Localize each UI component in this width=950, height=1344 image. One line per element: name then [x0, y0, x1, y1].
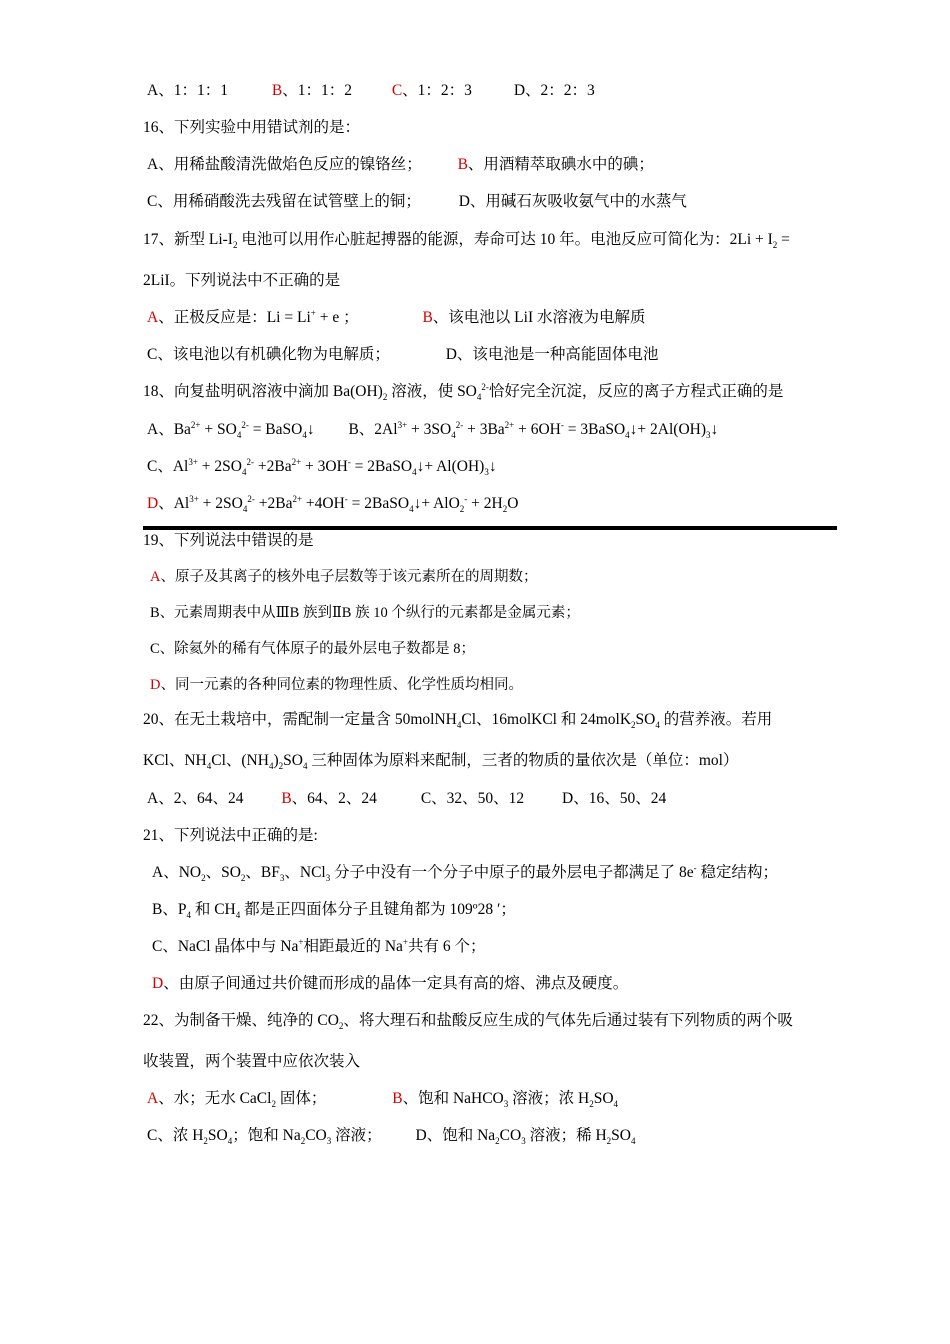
q19-option-a: A、原子及其离子的核外电子层数等于该元素所在的周期数；	[150, 569, 538, 585]
q16-options-row2	[147, 192, 687, 212]
q16-options-row1	[147, 155, 654, 175]
q15-option-b: B、1：1：2	[271, 82, 352, 99]
q18-options-row1	[147, 420, 718, 440]
q17-option-c: C、该电池以有机碘化物为电解质；	[147, 346, 390, 363]
section-divider	[143, 526, 837, 530]
q16-option-d: D、用碱石灰吸收氨气中的水蒸气	[458, 193, 687, 210]
q21-option-c: C、NaCl 晶体中与 Na+相距最近的 Na+共有 6 个；	[152, 936, 486, 955]
q20-option-d: D、16、50、24	[562, 790, 667, 807]
q15-option-c: C、1：2：3	[391, 82, 472, 99]
q21-option-a: A、$NO_2$、$SO_2$、$BF_3$、NCl$_3$ 分子中没有一个分子中原子的最外层电子都满足了 8e- 稳定结构；	[152, 862, 779, 884]
q22-option-b: B、饱和 NaHCO$_3$ 溶液；浓 $H_2SO_4$	[392, 1090, 619, 1110]
q20-stem-line2: KCl、$NH_4Cl$、$(NH_4)_2SO_4$ 三种固体为原料来配制，三者的物质的量依次是（单位：mol）	[143, 752, 739, 772]
q18-option-d: D、$Al^{3+} + 2SO_4^{2-} +2Ba^{2+} +4OH^-$ = 2BaSO$_4$↓+ $AlO_2^- + 2H_2O$	[147, 493, 519, 515]
q17-options-row1	[147, 308, 645, 328]
q15-option-a: A、1：1：1	[147, 82, 228, 99]
q21-option-d: D、由原子间通过共价键而形成的晶体一定具有高的熔、沸点及硬度。	[152, 975, 629, 992]
q20-option-c: C、32、50、12	[420, 790, 525, 807]
q22-option-c: C、浓 $H_2SO_4$；饱和 $Na_2CO_3$ 溶液；	[147, 1127, 382, 1147]
q21-option-b: B、$P_4$ 和 $CH_4$ 都是正四面体分子且键角都为 109º28 ′；	[152, 901, 516, 921]
q19-option-b: B、元素周期表中从ⅢB 族到ⅡB 族 10 个纵行的元素都是金属元素；	[150, 605, 580, 621]
q20-option-a: A、2、64、24	[147, 790, 244, 807]
q15-options	[147, 81, 595, 101]
q18-option-c: C、$Al^{3+} + 2SO_4^{2-} +2Ba^{2+} + 3OH^-$ = 2BaSO$_4$↓+ $Al(OH)_3↓$	[147, 456, 497, 478]
q22-option-a: A、水；无水 CaCl$_2$ 固体；	[147, 1090, 327, 1110]
q16-option-a: A、用稀盐酸清洗做焰色反应的镍铬丝；	[147, 156, 422, 173]
q17-option-b: B、该电池以 LiI 水溶液为电解质	[422, 309, 646, 326]
q18-option-a: A、$Ba^{2+} + SO_4^{2-}$ = BaSO$_4$↓	[147, 419, 315, 441]
q18-stem: 18、向复盐明矾溶液中滴加 $Ba(OH)_2$ 溶液，使 $SO_4^{2-}$恰好完全沉淀，反应的离子方程式正确的是	[143, 381, 784, 403]
q20-stem-line1: 20、在无土栽培中，需配制一定量含 50molNH$_4$Cl、16molKCl 和 $24molK_2SO_4$ 的营养液。若用	[143, 711, 773, 731]
q15-option-d: D、2：2：3	[513, 82, 595, 99]
q19-stem: 19、下列说法中错误的是	[143, 532, 314, 549]
q21-stem: 21、下列说法中正确的是:	[143, 827, 318, 844]
q17-stem-line2: 2LiI。下列说法中不正确的是	[143, 272, 341, 289]
q22-options-row1	[147, 1089, 618, 1109]
q16-option-c: C、用稀硝酸洗去残留在试管壁上的铜；	[147, 193, 421, 210]
q19-option-d: D、同一元素的各种同位素的物理性质、化学性质均相同。	[150, 677, 523, 693]
q16-option-b: B、用酒精萃取碘水中的碘；	[457, 156, 654, 173]
q22-option-d: D、饱和 $Na_2CO_3$ 溶液；稀 $H_2SO_4$	[415, 1127, 636, 1147]
q22-options-row2	[147, 1126, 636, 1146]
q20-options	[147, 789, 666, 809]
q17-stem-line1: 17、新型 $Li-I_2$ 电池可以用作心脏起搏器的能源，寿命可达 10 年。电池反应可简化为：$2Li + I_2$ =	[143, 231, 790, 251]
q17-option-a: A、正极反应是：Li = Li+ + e ；	[147, 307, 359, 326]
q16-stem: 16、下列实验中用错试剂的是：	[143, 119, 361, 136]
q17-option-d: D、该电池是一种高能固体电池	[445, 346, 659, 363]
q18-option-b: B、$2Al^{3+} + 3SO_4^{2-} + 3Ba^{2+} + 6OH^-$ = 3BaSO$_4$↓+ $2Al(OH)_3↓$	[348, 419, 719, 441]
q22-stem-line1: 22、为制备干燥、纯净的 $CO_2$、将大理石和盐酸反应生成的气体先后通过装有下列物质的两个吸	[143, 1012, 793, 1032]
q22-stem-line2: 收装置，两个装置中应依次装入	[143, 1053, 361, 1070]
q19-option-c: C、除氦外的稀有气体原子的最外层电子数都是 8；	[150, 641, 476, 657]
q17-options-row2	[147, 345, 658, 365]
q20-option-b: B、64、2、24	[281, 790, 377, 807]
